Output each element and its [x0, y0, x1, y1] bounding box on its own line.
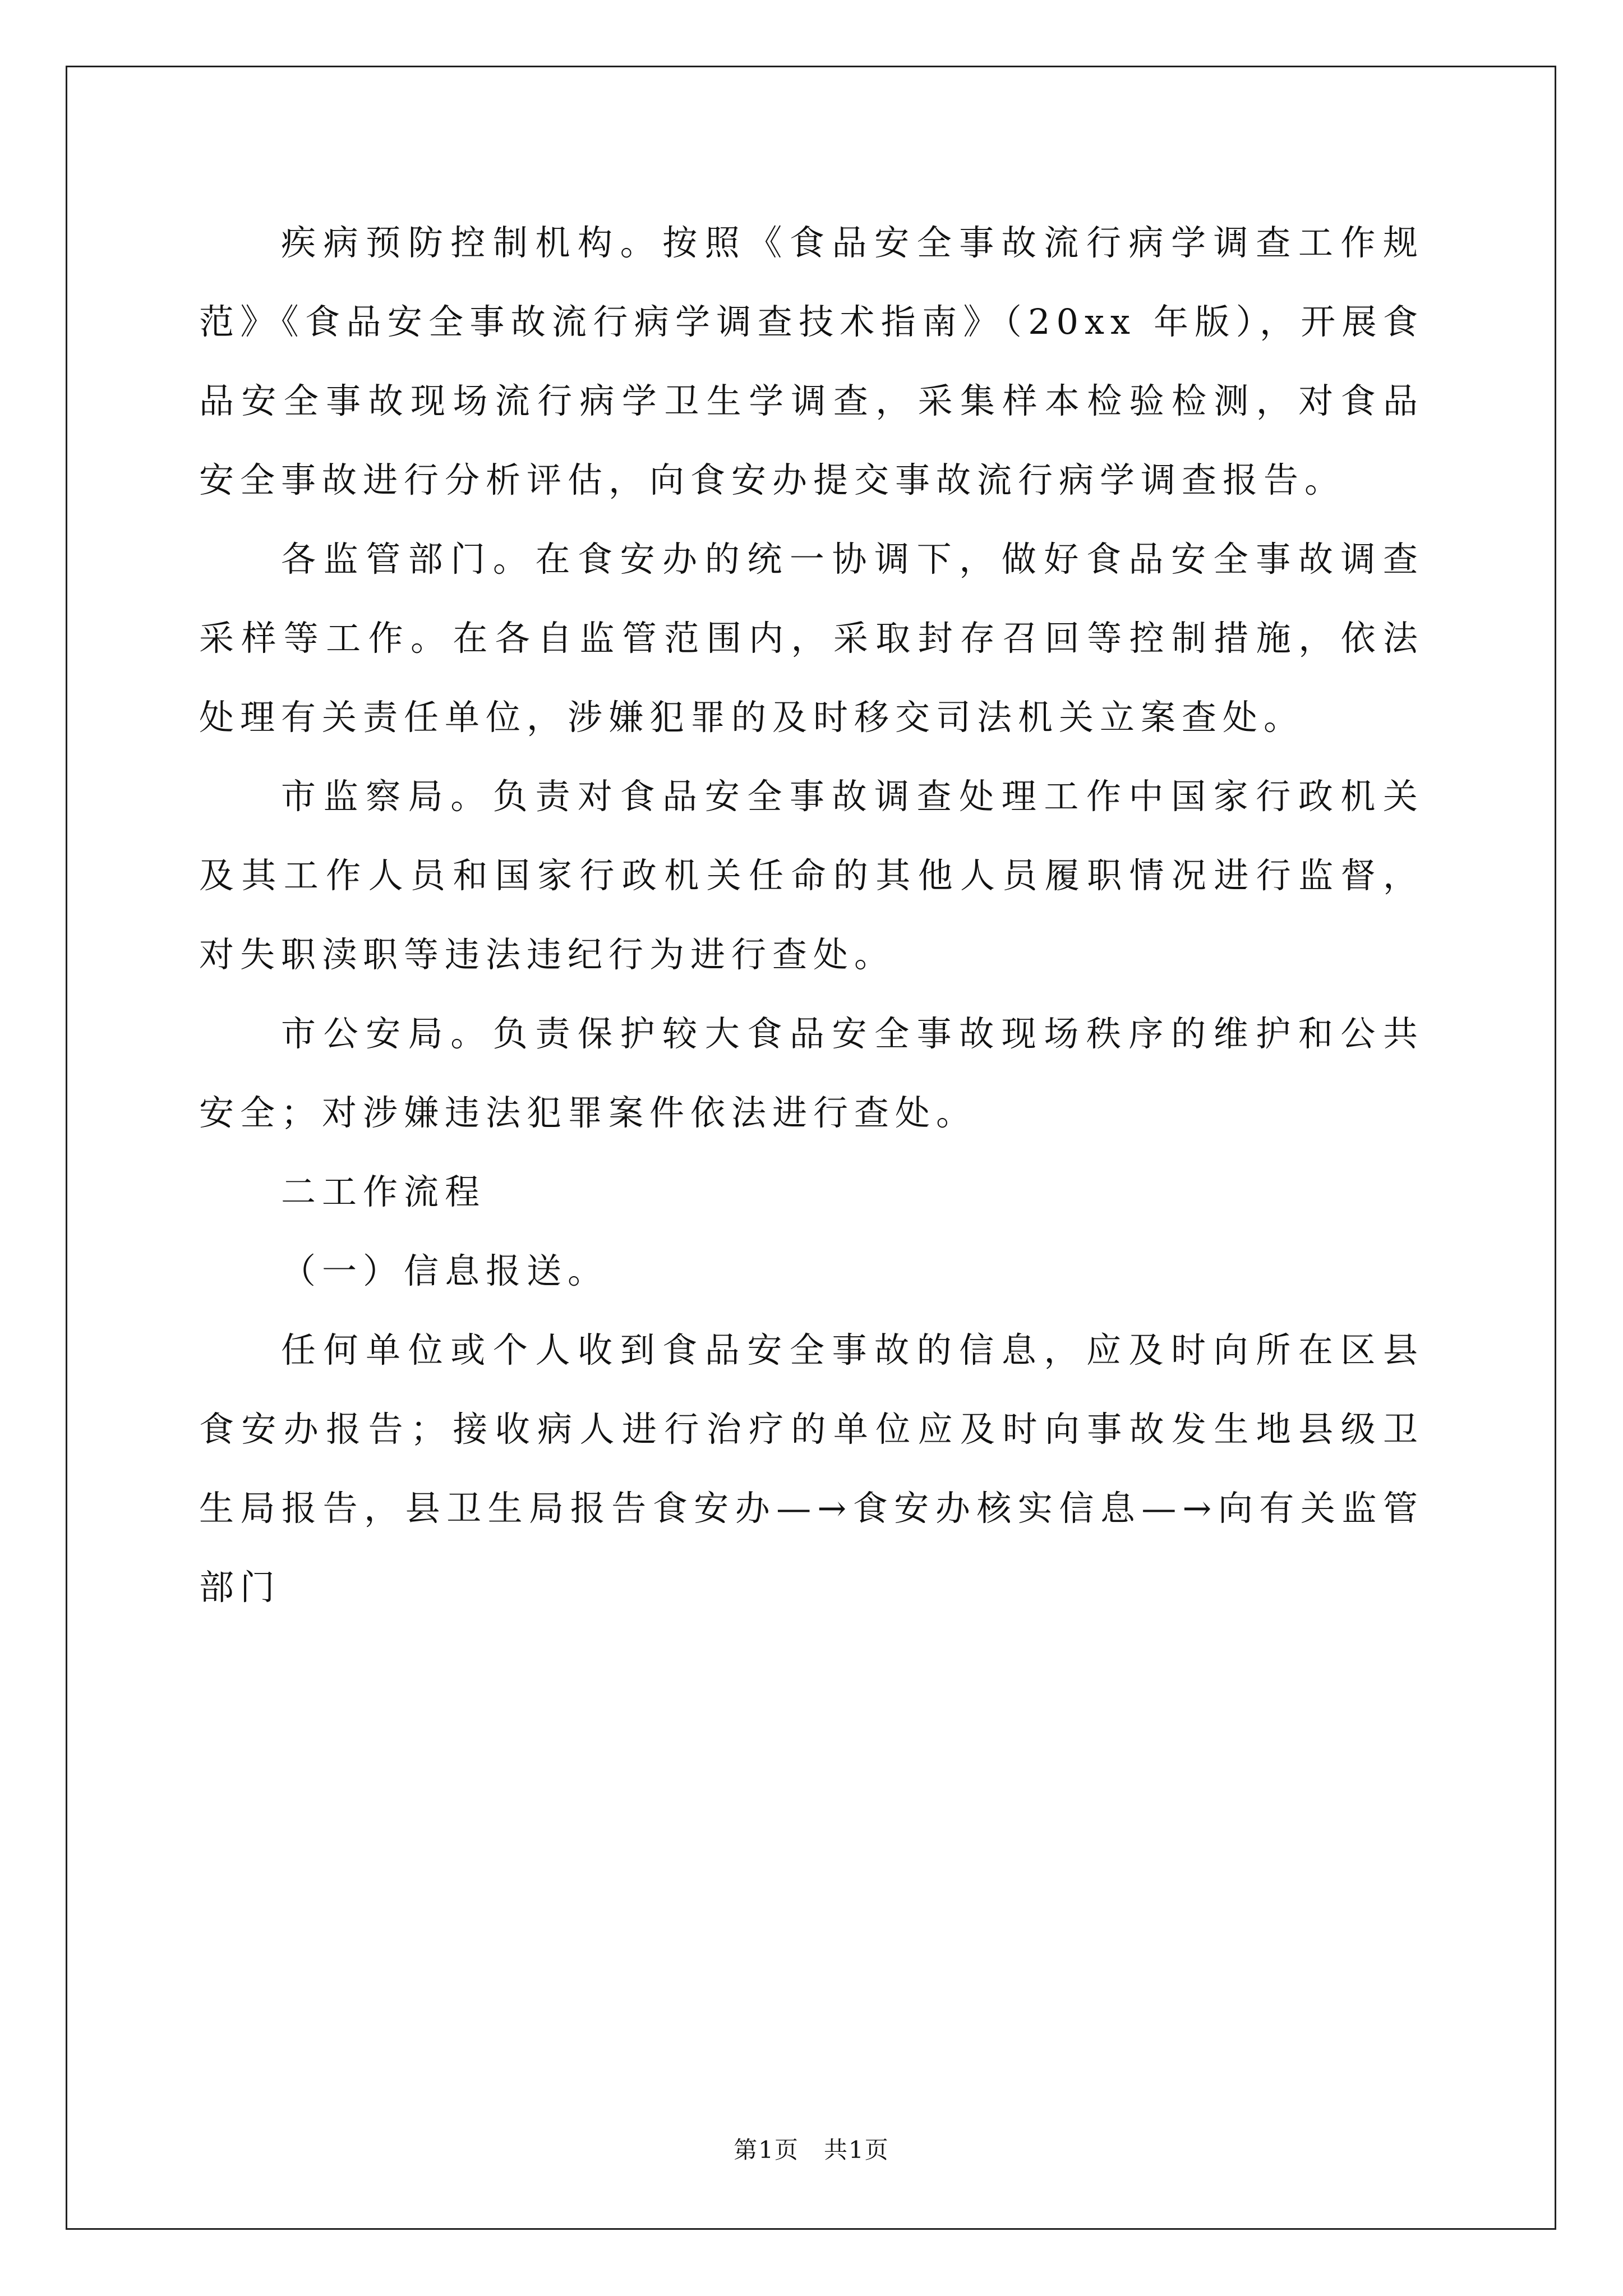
paragraph-reporting: 任何单位或个人收到食品安全事故的信息，应及时向所在区县食安办报告；接收病人进行治疗的单位应及时向事故发生地县级卫生局报告，县卫生局报告食安办—→食安办核实信息—→向有关监管部门	[199, 1329, 1424, 1608]
page-number: 第1页 共1页	[734, 2136, 889, 2164]
subsection-heading-reporting: （一）信息报送。	[281, 1250, 609, 1291]
paragraph-public-security: 市公安局。负责保护较大食品安全事故现场秩序的维护和公共安全；对涉嫌违法犯罪案件依法进行查处。	[199, 1013, 1424, 1133]
paragraph-regulators: 各监管部门。在食安办的统一协调下，做好食品安全事故调查采样等工作。在各自监管范围内，采取封存召回等控制措施，依法处理有关责任单位，涉嫌犯罪的及时移交司法机关立案查处。	[199, 539, 1424, 738]
paragraph-cdc: 疾病预防控制机构。按照《食品安全事故流行病学调查工作规范》《食品安全事故流行病学调查技术指南》（20xx 年版），开展食品安全事故现场流行病学卫生学调查，采集样本检验检测，对食品安全事故进行分析评估，向食安办提交事故流行病学调查报告。	[199, 222, 1424, 500]
section-heading-workflow: 二工作流程	[281, 1171, 486, 1212]
paragraph-supervision-bureau: 市监察局。负责对食品安全事故调查处理工作中国家行政机关及其工作人员和国家行政机关任命的其他人员履职情况进行监督，对失职渎职等违法违纪行为进行查处。	[199, 776, 1424, 975]
document-body	[199, 203, 1424, 1627]
